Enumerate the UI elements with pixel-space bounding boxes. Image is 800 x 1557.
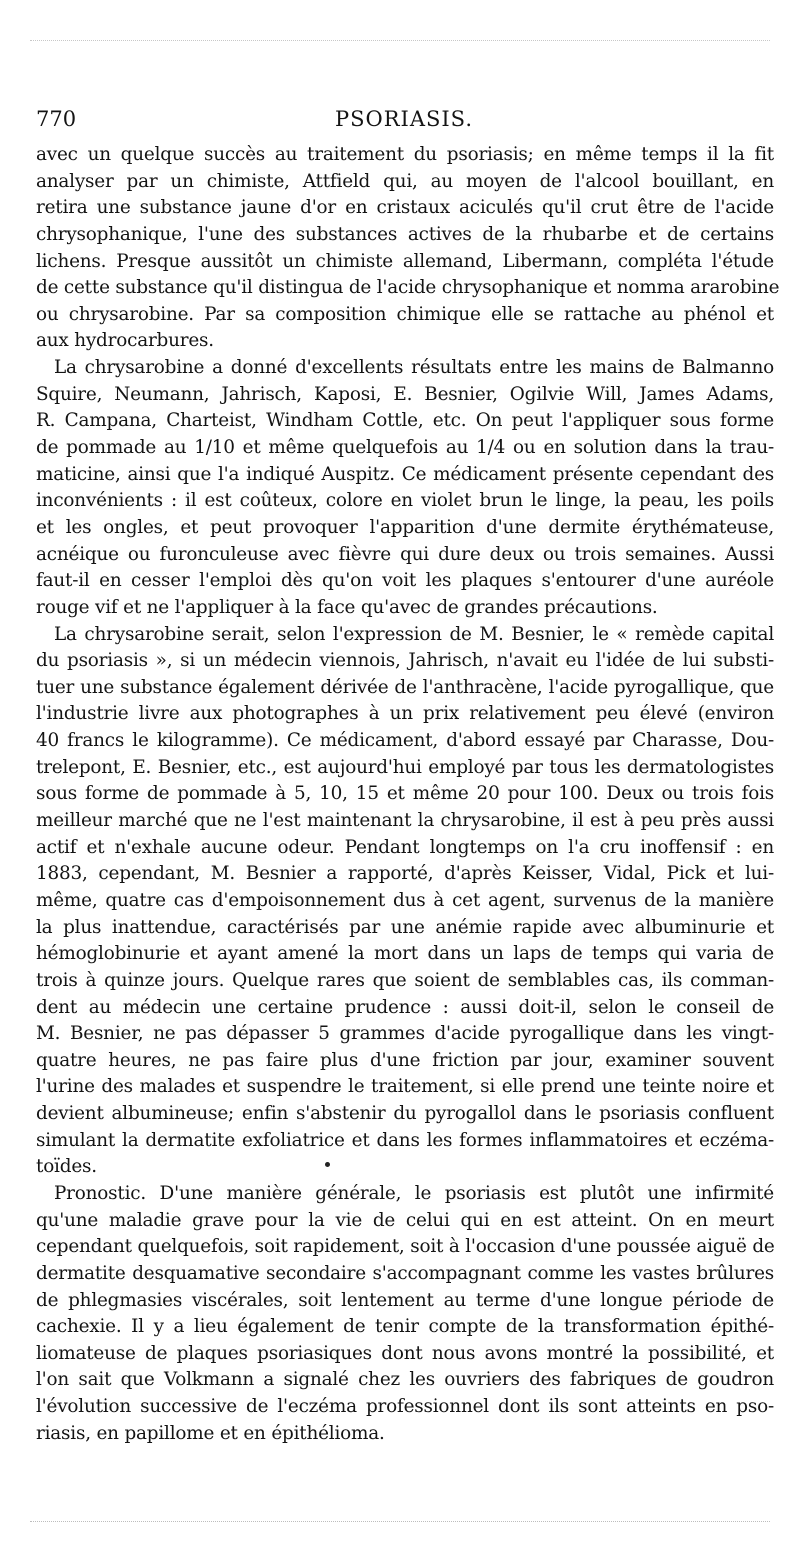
text-line: riasis, en papillome et en épithélioma. <box>36 1422 385 1444</box>
text-line: dermatite desquamative secondaire s'accompagnant comme les vastes brûlures <box>36 1262 774 1284</box>
text-line: toïdes. <box>36 1156 97 1178</box>
text-line: tuer une substance également dérivée de l'anthracène, l'acide pyrogallique, que <box>36 676 774 698</box>
text-line: et les ongles, et peut provoquer l'apparition d'une dermite érythémateuse, <box>36 516 774 538</box>
text-line: l'industrie livre aux photographes à un prix relativement peu élevé (environ <box>36 703 774 725</box>
text-line: lichens. Presque aussitôt un chimiste allemand, Libermann, compléta l'étude <box>36 250 774 272</box>
text-line: acnéique ou furonculeuse avec fièvre qui dure deux ou trois semaines. Aussi <box>36 543 774 565</box>
text-line: l'urine des malades et suspendre le traitement, si elle prend une teinte noire et <box>36 1076 774 1098</box>
text-line: trois à quinze jours. Quelque rares que soient de semblables cas, ils comman- <box>36 969 774 991</box>
text-line: l'on sait que Volkmann a signalé chez les ouvriers des fabriques de goudron <box>36 1369 774 1391</box>
text-line: R. Campana, Charteist, Windham Cottle, etc. On peut l'appliquer sous forme <box>36 410 774 432</box>
text-line: cachexie. Il y a lieu également de tenir compte de la transformation épithé- <box>36 1316 774 1338</box>
text-line: chrysophanique, l'une des substances actives de la rhubarbe et de certains <box>36 223 774 245</box>
text-line: meilleur marché que ne l'est maintenant la chrysarobine, il est à peu près aussi <box>36 810 774 832</box>
running-title: PSORIASIS. <box>335 107 473 131</box>
text-line: quatre heures, ne pas faire plus d'une friction par jour, examiner souvent <box>36 1049 774 1071</box>
text-line: retira une substance jaune d'or en cristaux aciculés qu'il crut être de l'acide <box>36 197 774 219</box>
text-line: trelepont, E. Besnier, etc., est aujourd'hui employé par tous les dermatologistes <box>36 756 774 778</box>
text-line: de phlegmasies viscérales, soit lentement au terme d'une longue période de <box>36 1289 774 1311</box>
text-line: de cette substance qu'il distingua de l'acide chrysophanique et nomma ararobine <box>36 277 780 299</box>
text-line: La chrysarobine a donné d'excellents résultats entre les mains de Balmanno <box>54 357 774 379</box>
text-line: Pronostic. D'une manière générale, le psoriasis est plutôt une infirmité <box>54 1182 774 1204</box>
text-line: maticine, ainsi que l'a indiqué Auspitz. Ce médicament présente cependant des <box>36 463 774 485</box>
scan-noise-bottom <box>30 1521 770 1523</box>
text-line: faut-il en cesser l'emploi dès qu'on voit les plaques s'entourer d'une auréole <box>36 570 774 592</box>
text-line: Squire, Neumann, Jahrisch, Kaposi, E. Besnier, Ogilvie Will, James Adams, <box>36 383 774 405</box>
text-line: hémoglobinurie et ayant amené la mort dans un laps de temps qui varia de <box>36 943 774 965</box>
text-line: sous forme de pommade à 5, 10, 15 et même 20 pour 100. Deux ou trois fois <box>36 783 774 805</box>
text-line: avec un quelque succès au traitement du psoriasis; en même temps il la fit <box>36 144 774 165</box>
body-text <box>36 142 780 1447</box>
page-number: 770 <box>36 107 77 131</box>
text-line: cependant quelquefois, soit rapidement, soit à l'occasion d'une poussée aiguë de <box>36 1236 775 1258</box>
text-line: ou chrysarobine. Par sa composition chimique elle se rattache au phénol et <box>36 303 774 325</box>
text-line: de pommade au 1/10 et même quelquefois au 1/4 ou en solution dans la trau- <box>36 437 774 459</box>
text-line: du psoriasis », si un médecin viennois, Jahrisch, n'avait eu l'idée de lui substi- <box>36 650 774 672</box>
text-line: dent au médecin une certaine prudence : aussi doit-il, selon le conseil de <box>36 996 774 1018</box>
text-line: M. Besnier, ne pas dépasser 5 grammes d'acide pyrogallique dans les vingt- <box>36 1023 774 1045</box>
text-line: devient albumineuse; enfin s'abstenir du pyrogallol dans le psoriasis confluent <box>36 1103 774 1125</box>
text-line: même, quatre cas d'empoisonnement dus à cet agent, survenus de la manière <box>36 889 774 911</box>
text-line: l'évolution successive de l'eczéma professionnel dont ils sont atteints en pso- <box>36 1396 774 1418</box>
text-line: liomateuse de plaques psoriasiques dont nous avons montré la possibilité, et <box>36 1342 774 1364</box>
text-line: la plus inattendue, caractérisés par une anémie rapide avec albuminurie et <box>36 916 774 938</box>
text-line: inconvénients : il est coûteux, colore en violet brun le linge, la peau, les poils <box>36 490 774 512</box>
text-line: analyser par un chimiste, Attfield qui, au moyen de l'alcool bouillant, en <box>36 170 774 192</box>
text-line: actif et n'exhale aucune odeur. Pendant longtemps on l'a cru inoffensif : en <box>36 836 774 858</box>
text-line: qu'une maladie grave pour la vie de celui qui en est atteint. On en meurt <box>36 1209 774 1231</box>
text-line: simulant la dermatite exfoliatrice et dans les formes inflammatoires et eczéma- <box>36 1129 774 1151</box>
text-line: 1883, cependant, M. Besnier a rapporté, d'après Keisser, Vidal, Pick et lui- <box>36 863 774 885</box>
ink-speck <box>325 1162 330 1167</box>
scan-noise-top <box>30 40 770 42</box>
text-line: 40 francs le kilogramme). Ce médicament, d'abord essayé par Charasse, Dou- <box>36 730 774 752</box>
text-line: La chrysarobine serait, selon l'expression de M. Besnier, le « remède capital <box>54 623 774 645</box>
text-line: aux hydrocarbures. <box>36 330 214 352</box>
text-line: rouge vif et ne l'appliquer à la face qu'avec de grandes précautions. <box>36 596 658 618</box>
page-header <box>36 104 772 134</box>
